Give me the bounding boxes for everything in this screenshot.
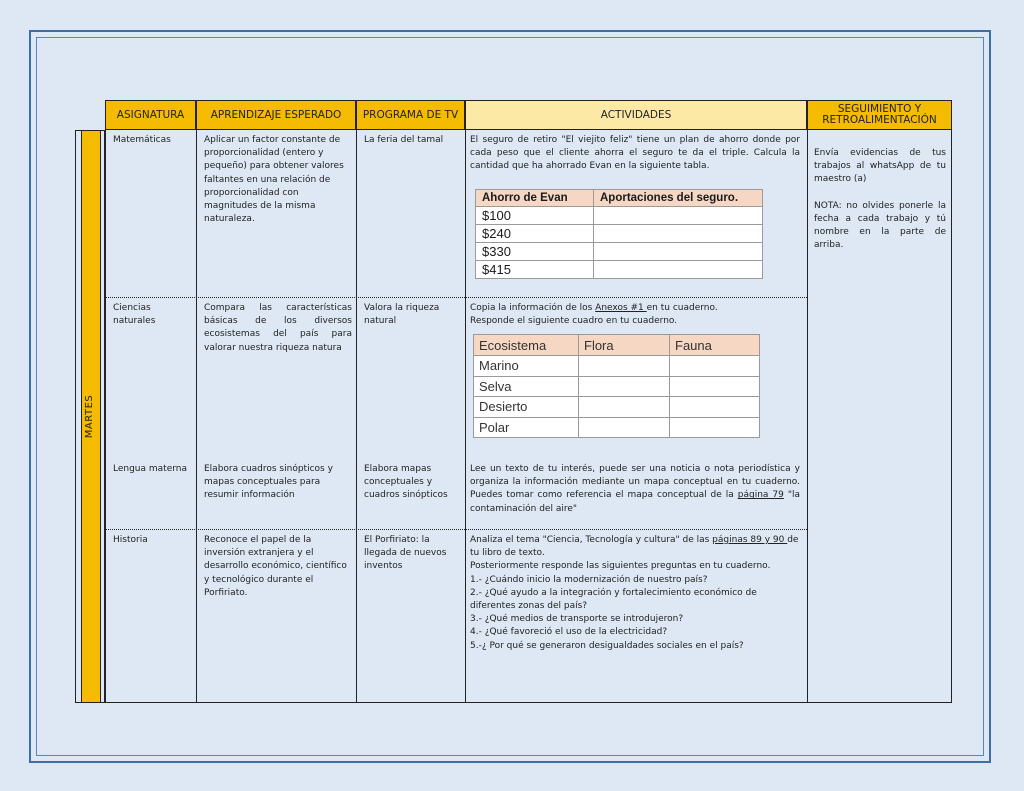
- tabla-ahorro-cell: $330: [476, 243, 594, 261]
- anexos-link[interactable]: Anexos #1: [595, 303, 647, 313]
- tabla-ecosistemas-cell: [579, 376, 670, 397]
- actividad-lengua-text: Lee un texto de tu interés, puede ser una noticia o nota periodística y organiza la información mediante un mapa conceptual en tu cuaderno. Puedes tomar como referencia el mapa conceptual de la: [470, 464, 800, 501]
- tabla-ahorro-cell: [594, 243, 763, 261]
- tabla-ecosistemas-header: Ecosistema: [474, 335, 579, 356]
- seguimiento-nota: NOTA: no olvides ponerle la fecha a cada trabajo y tú nombre en la parte de arriba.: [814, 200, 946, 251]
- pagina-79-link[interactable]: página 79: [737, 490, 784, 501]
- aprendizaje-historia: Reconoce el papel de la inversión extranjera y el desarrollo económico, científico y tecnológico durante el Porfiriato.: [204, 535, 347, 598]
- tabla-ahorro-header: Ahorro de Evan: [476, 190, 594, 207]
- pregunta-item: 1.- ¿Cuándo inicio la modernización de nuestro país?: [470, 574, 708, 585]
- actividad-ciencias-text: Copia la información de los: [470, 303, 596, 313]
- aprendizaje-ciencias: Compara las características básicas de los diversos ecosistemas del país para valorar nuestra riqueza natura: [204, 303, 352, 353]
- tabla-ecosistemas: [473, 334, 760, 438]
- tabla-ecosistemas-cell: [579, 356, 670, 377]
- row-divider: [105, 297, 807, 298]
- seguimiento-text: [814, 147, 946, 253]
- subject-historia: Historia: [113, 535, 148, 545]
- actividad-historia-text: de tu libro de texto.: [470, 535, 799, 559]
- tabla-ecosistemas-cell: [670, 397, 760, 418]
- tabla-ecosistemas-cell: [670, 417, 760, 438]
- tabla-ahorro-header: Aportaciones del seguro.: [594, 190, 763, 207]
- pregunta-item: 2.- ¿Qué ayudo a la integración y fortalecimiento económico de diferentes zonas del país?: [470, 587, 757, 612]
- grid-line: [951, 130, 952, 703]
- tabla-ahorro-cell: $415: [476, 261, 594, 279]
- header-asignatura: ASIGNATURA: [105, 100, 196, 130]
- tabla-ahorro: [475, 189, 763, 279]
- grid-line: [465, 130, 466, 703]
- grid-line: [196, 130, 197, 703]
- header-seguimiento: SEGUIMIENTO Y RETROALIMENTACIÓN: [807, 100, 952, 130]
- tabla-ecosistemas-cell: Selva: [474, 376, 579, 397]
- actividad-ciencias-text-2: Responde el siguiente cuadro en tu cuaderno.: [470, 316, 678, 327]
- actividad-lengua-text: "la contaminación del aire": [470, 490, 800, 514]
- tabla-ahorro-cell: $240: [476, 225, 594, 243]
- seguimiento-envia: Envía evidencias de tus trabajos al whatsApp de tu maestro (a): [814, 148, 946, 185]
- programa-ciencias: Valora la riqueza natural: [364, 303, 440, 327]
- pregunta-item: 3.- ¿Qué medios de transporte se introdujeron?: [470, 614, 684, 625]
- tabla-ecosistemas-cell: Polar: [474, 417, 579, 438]
- subject-ciencias: Ciencias naturales: [113, 303, 156, 327]
- tabla-ahorro-cell: [594, 225, 763, 243]
- header-programa: PROGRAMA DE TV: [356, 100, 465, 130]
- row-divider: [105, 529, 807, 530]
- pregunta-item: 4.- ¿Qué favoreció el uso de la electricidad?: [470, 627, 668, 638]
- tabla-ecosistemas-cell: Marino: [474, 356, 579, 377]
- actividad-historia-text: Analiza el tema "Ciencia, Tecnología y cultura" de las: [470, 535, 713, 545]
- tabla-ahorro-cell: [594, 207, 763, 225]
- tabla-ecosistemas-cell: [579, 417, 670, 438]
- paginas-89-90-link[interactable]: páginas 89 y 90: [712, 535, 788, 545]
- header-actividades: ACTIVIDADES: [465, 100, 807, 130]
- grid-line: [356, 130, 357, 703]
- tabla-ecosistemas-cell: Desierto: [474, 397, 579, 418]
- tabla-ecosistemas-header: Fauna: [670, 335, 760, 356]
- day-column: [75, 130, 105, 703]
- programa-historia: El Porfiriato: la llegada de nuevos inventos: [364, 535, 447, 572]
- tabla-ecosistemas-cell: [579, 397, 670, 418]
- actividad-ciencias-text: en tu cuaderno.: [646, 303, 718, 313]
- programa-lengua: Elabora mapas conceptuales y cuadros sinópticos: [364, 464, 448, 501]
- schedule-sheet: [75, 100, 952, 703]
- actividad-lengua: [470, 463, 800, 516]
- tabla-ahorro-cell: $100: [476, 207, 594, 225]
- grid-line: [807, 130, 808, 703]
- tabla-ecosistemas-header: Flora: [579, 335, 670, 356]
- subject-lengua: Lengua materna: [113, 464, 187, 474]
- day-label: MARTES: [84, 394, 96, 439]
- aprendizaje-matematicas: Aplicar un factor constante de proporcionalidad (entero y pequeño) para obtener valores faltantes en una relación de proporcionalidad con magnitudes de la misma naturaleza.: [204, 135, 344, 225]
- actividad-ciencias: [470, 302, 800, 328]
- aprendizaje-lengua: Elabora cuadros sinópticos y mapas conceptuales para resumir información: [204, 464, 333, 501]
- pregunta-item: 5.-¿ Por qué se generaron desigualdades sociales en el país?: [470, 640, 744, 651]
- actividad-matematicas: El seguro de retiro "El viejito feliz" tiene un plan de ahorro donde por cada peso que el cliente ahorra el seguro te da el triple. Calcula la cantidad que ha ahorrado Evan en la siguiente tabla.: [470, 135, 800, 172]
- subject-matematicas: Matemáticas: [113, 135, 171, 145]
- grid-line: [105, 130, 106, 703]
- actividad-historia-text-2: Posteriormente responde las siguientes preguntas en tu cuaderno.: [470, 561, 771, 572]
- tabla-ecosistemas-cell: [670, 376, 760, 397]
- header-aprendizaje: APRENDIZAJE ESPERADO: [196, 100, 356, 130]
- actividad-historia: [470, 534, 800, 653]
- programa-matematicas: La feria del tamal: [364, 135, 444, 145]
- schedule-grid: [105, 130, 952, 703]
- tabla-ecosistemas-cell: [670, 356, 760, 377]
- tabla-ahorro-cell: [594, 261, 763, 279]
